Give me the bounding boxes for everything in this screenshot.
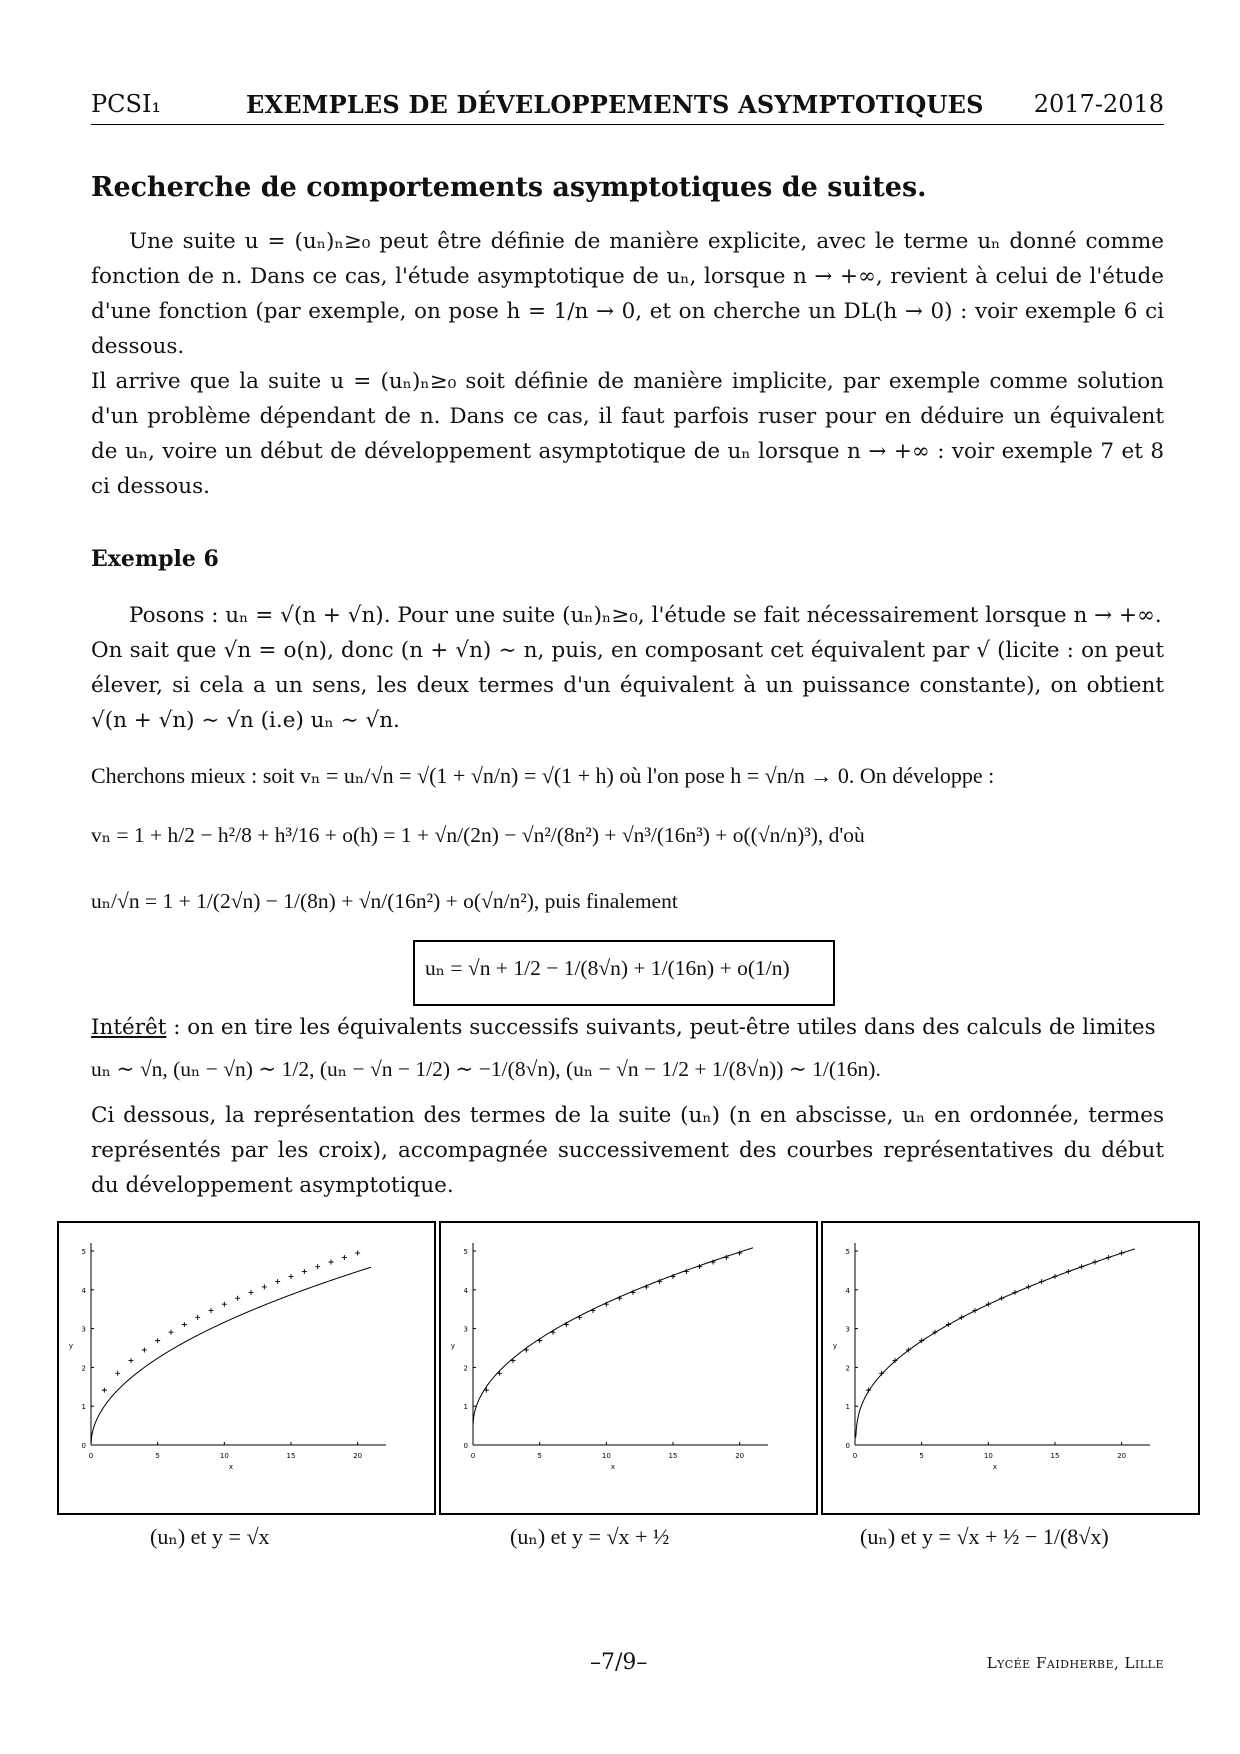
intro-paragraph-1: Une suite u = (uₙ)ₙ≥₀ peut être définie de manière explicite, avec le terme uₙ donné comme fonction de n. Dans ce cas, l'étude asymptotique de uₙ, lorsque n → +∞, revient à celui de l'étude d'une fonction (par exemple, on pose h = 1/n → 0, et on cherche un DL(h → 0) : voir exemple 6 ci dessous. — [91, 229, 1164, 359]
sequence-point — [1106, 1255, 1111, 1260]
sequence-point — [1119, 1251, 1124, 1256]
y-tick-label: 0 — [463, 1442, 468, 1450]
sequence-point — [484, 1388, 489, 1393]
y-tick-label: 2 — [845, 1364, 850, 1373]
sequence-point — [289, 1274, 294, 1279]
plot-3-caption: (uₙ) et y = √x + ½ − 1/(8√x) — [860, 1524, 1109, 1549]
sequence-point — [1079, 1264, 1084, 1269]
example-line-2: On sait que √n = o(n), donc (n + √n) ∼ n, puis, en composant cet équivalent par √ (licite : on peut élever, si cela a un sens, les deux termes d'un équivalent à un puissance constante), on obtient √(n + √n) ∼ √n (i.e) uₙ ∼ √n. — [91, 638, 1164, 733]
sequence-point — [564, 1322, 569, 1327]
sequence-point — [537, 1338, 542, 1343]
y-tick-label: 4 — [81, 1286, 86, 1295]
x-tick-label: 15 — [1050, 1452, 1060, 1460]
plot-1 — [59, 1223, 434, 1513]
x-tick-label: 20 — [735, 1452, 745, 1460]
sequence-point — [129, 1358, 134, 1363]
sequence-point — [102, 1388, 107, 1393]
sequence-point — [959, 1315, 964, 1320]
example-line-3: Cherchons mieux : soit vₙ = uₙ/√n = √(1 + √n/n) = √(1 + h) où l'on pose h = √n/n → 0. On développe : — [91, 763, 995, 788]
intro-paragraph-2: Il arrive que la suite u = (uₙ)ₙ≥₀ soit définie de manière implicite, par exemple comme solution d'un problème dépendant de n. Dans ce cas, il faut parfois ruser pour en déduire un équivalent de uₙ, voire un début de développement asymptotique de uₙ lorsque n → +∞ : voir exemple 7 et 8 ci dessous. — [91, 369, 1164, 499]
y-tick-label: 5 — [463, 1248, 468, 1256]
x-tick-label: 5 — [537, 1452, 542, 1460]
header-class: PCSI₁ — [91, 90, 162, 118]
x-tick-label: 10 — [983, 1452, 993, 1460]
section-title: Recherche de comportements asymptotiques de suites. — [91, 172, 927, 203]
plots-description: Ci dessous, la représentation des termes de la suite (uₙ) (n en abscisse, uₙ en ordonnée, termes représentés par les croix), accompagnée successivement des courbes représentatives du début du développement asymptotique. — [91, 1103, 1164, 1198]
y-axis-label: y — [832, 1342, 838, 1350]
sequence-point — [1026, 1284, 1031, 1289]
y-tick-label: 3 — [81, 1325, 86, 1334]
y-axis-label: y — [68, 1342, 74, 1350]
x-tick-label: 0 — [470, 1452, 476, 1460]
asymptotic-curve — [91, 1267, 371, 1444]
x-axis-label: x — [228, 1463, 234, 1471]
sequence-point — [155, 1338, 160, 1343]
sequence-point — [222, 1302, 227, 1307]
successive-equivalents: uₙ ∼ √n, (uₙ − √n) ∼ 1/2, (uₙ − √n − 1/2) ∼ −1/(8√n), (uₙ − √n − 1/2 + 1/(8√n)) ∼ 1/(16n). — [91, 1057, 881, 1081]
sequence-point — [302, 1269, 307, 1274]
example-line-1: Posons : uₙ = √(n + √n). Pour une suite (uₙ)ₙ≥₀, l'étude se fait nécessairement lorsque n → +∞. — [129, 603, 1162, 628]
sequence-point — [209, 1308, 214, 1313]
sequence-point — [262, 1284, 267, 1289]
plot-2-frame — [439, 1221, 818, 1515]
x-tick-label: 15 — [286, 1452, 296, 1460]
x-tick-label: 20 — [1117, 1452, 1127, 1460]
y-tick-label: 1 — [463, 1403, 468, 1412]
y-tick-label: 2 — [463, 1364, 468, 1373]
y-tick-label: 3 — [463, 1325, 468, 1334]
y-tick-label: 4 — [463, 1286, 468, 1295]
sequence-point — [511, 1358, 516, 1363]
x-axis-label: x — [610, 1463, 616, 1471]
interest-line — [91, 1010, 1164, 1045]
sequence-point — [115, 1371, 120, 1376]
sequence-point — [329, 1260, 334, 1265]
y-axis-label: y — [450, 1342, 456, 1350]
asymptotic-curve — [473, 1248, 753, 1425]
y-tick-label: 0 — [845, 1442, 850, 1450]
sequence-point — [551, 1330, 556, 1335]
boxed-formula: uₙ = √n + 1/2 − 1/(8√n) + 1/(16n) + o(1/n) — [425, 956, 790, 980]
sequence-point — [973, 1308, 978, 1313]
sequence-point — [182, 1322, 187, 1327]
plot-1-frame — [57, 1221, 436, 1515]
y-tick-label: 0 — [81, 1442, 86, 1450]
sequence-point — [195, 1315, 200, 1320]
y-tick-label: 1 — [81, 1403, 86, 1412]
sequence-point — [275, 1279, 280, 1284]
sequence-point — [1053, 1274, 1058, 1279]
header-title: EXEMPLES DE DÉVELOPPEMENTS ASYMPTOTIQUES — [246, 90, 984, 119]
y-tick-label: 4 — [845, 1286, 850, 1295]
page-header — [91, 90, 1164, 125]
sequence-point — [986, 1302, 991, 1307]
y-tick-label: 2 — [81, 1364, 86, 1373]
x-tick-label: 5 — [155, 1452, 160, 1460]
sequence-point — [1093, 1260, 1098, 1265]
quotient-expansion: uₙ/√n = 1 + 1/(2√n) − 1/(8n) + √n/(16n²) + o(√n/n²), puis finalement — [91, 889, 678, 913]
x-tick-label: 10 — [219, 1452, 229, 1460]
sequence-point — [235, 1296, 240, 1301]
sequence-point — [497, 1371, 502, 1376]
sequence-point — [249, 1290, 254, 1295]
y-tick-label: 5 — [845, 1248, 850, 1256]
interest-label: Intérêt — [91, 1015, 167, 1040]
sequence-point — [524, 1347, 529, 1352]
sequence-point — [1039, 1279, 1044, 1284]
sequence-point — [1066, 1269, 1071, 1274]
y-tick-label: 3 — [845, 1325, 850, 1334]
x-tick-label: 5 — [919, 1452, 924, 1460]
x-tick-label: 20 — [353, 1452, 363, 1460]
header-year: 2017-2018 — [1033, 90, 1164, 118]
y-tick-label: 5 — [81, 1248, 86, 1256]
x-tick-label: 10 — [601, 1452, 611, 1460]
sequence-point — [577, 1315, 582, 1320]
plot-3 — [823, 1223, 1198, 1513]
plot-2-caption: (uₙ) et y = √x + ½ — [510, 1524, 670, 1549]
x-axis-label: x — [992, 1463, 998, 1471]
page-number: –7/9– — [590, 1650, 648, 1675]
sequence-point — [999, 1296, 1004, 1301]
sequence-point — [315, 1264, 320, 1269]
sequence-point — [142, 1347, 147, 1352]
boxed-result — [413, 940, 835, 1006]
plot-1-caption: (uₙ) et y = √x — [150, 1524, 270, 1549]
x-tick-label: 15 — [668, 1452, 678, 1460]
x-tick-label: 0 — [852, 1452, 858, 1460]
taylor-expansion: vₙ = 1 + h/2 − h²/8 + h³/16 + o(h) = 1 + √n/(2n) − √n²/(8n²) + √n³/(16n³) + o((√n/n)³), d'où — [91, 823, 865, 847]
plot-2 — [441, 1223, 816, 1513]
sequence-point — [342, 1255, 347, 1260]
x-tick-label: 0 — [88, 1452, 94, 1460]
sequence-point — [355, 1251, 360, 1256]
plot-3-frame — [821, 1221, 1200, 1515]
sequence-point — [1013, 1290, 1018, 1295]
sequence-point — [169, 1330, 174, 1335]
y-tick-label: 1 — [845, 1403, 850, 1412]
asymptotic-curve — [856, 1249, 1135, 1438]
interest-text: : on en tire les équivalents successifs suivants, peut-être utiles dans des calculs de limites — [166, 1015, 1156, 1040]
school-name: Lycée Faidherbe, Lille — [986, 1654, 1164, 1672]
example-title: Exemple 6 — [91, 546, 219, 572]
